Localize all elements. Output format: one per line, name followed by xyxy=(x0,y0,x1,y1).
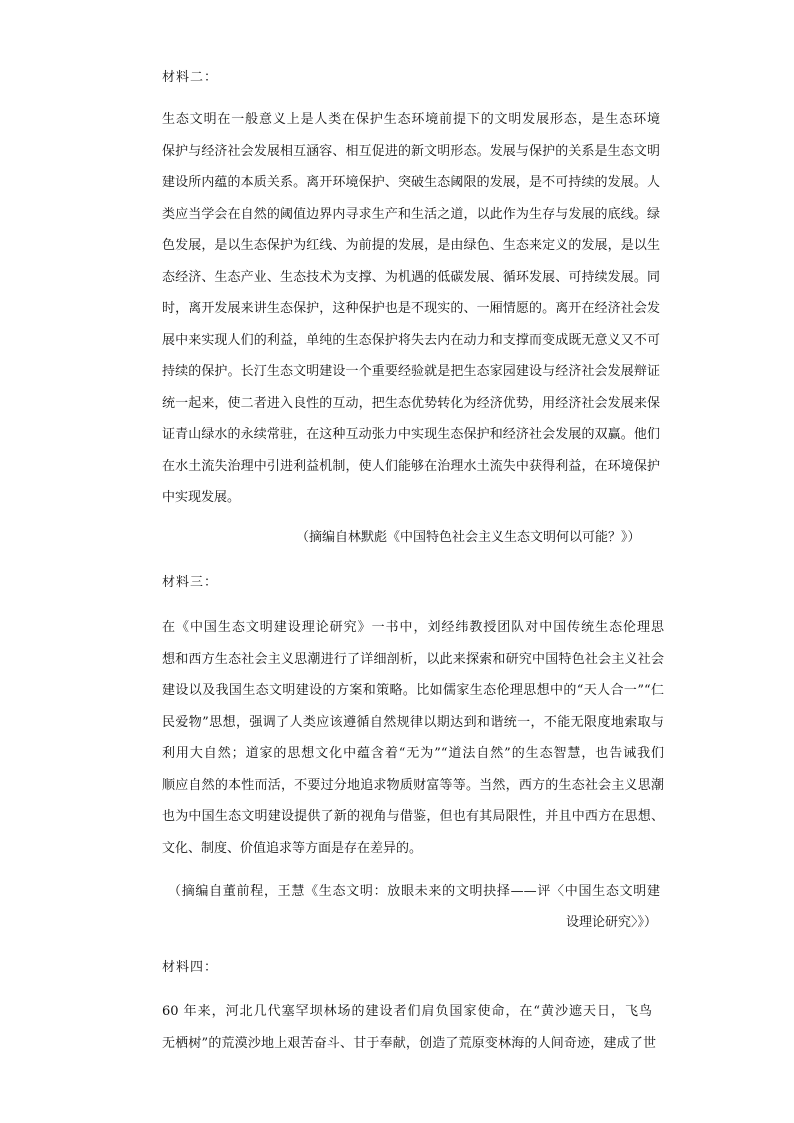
material3-line: 也为中国生态文明建设提供了新的视角与借鉴，但也有其局限性，并且中西方在思想、 xyxy=(162,809,664,824)
material2-line: 统一起来，使二者进入良性的互动，把生态优势转化为经济优势，用经济社会发展来保 xyxy=(162,395,660,411)
material4-line: 60 年来，河北几代塞罕坝林场的建设者们肩负国家使命，在“黄沙遮天日，飞鸟 xyxy=(162,1004,652,1019)
material4-heading: 材料四： xyxy=(162,960,219,975)
material2-line: 时，离开发展来讲生态保护，这种保护也是不现实的、一厢情愿的。离开在经济社会发 xyxy=(162,301,660,316)
material2-line: 证青山绿水的永续常驻，在这种互动张力中实现生态保护和经济社会发展的双赢。他们 xyxy=(162,427,660,442)
material2-line: 中实现发展。 xyxy=(162,490,241,505)
material2-paragraph xyxy=(162,104,660,514)
material3-line: 顺应自然的本性而活，不要过分地追求物质财富等等。当然，西方的生态社会主义思潮 xyxy=(162,777,664,793)
material2-line: 生态文明在一般意义上是人类在保护生态环境前提下的文明发展形态，是生态环境 xyxy=(162,112,660,127)
material2-line: 类应当学会在自然的阈值边界内寻求生产和生活之道，以此作为生存与发展的底线。绿 xyxy=(162,206,660,222)
material2-heading: 材料二： xyxy=(162,70,219,85)
material3-line: 文化、制度、价值追求等方面是存在差异的。 xyxy=(162,840,423,856)
material3-line: 在《中国生态文明建设理论研究》一书中，刘经纬教授团队对中国传统生态伦理思 xyxy=(162,620,664,635)
material3-source-line2: 设理论研究〉》） xyxy=(565,915,657,930)
material2-line: 色发展，是以生态保护为红线、为前提的发展，是由绿色、生态来定义的发展，是以生 xyxy=(162,238,660,253)
material3-source-line1: （摘编自董前程，王慧《生态文明：放眼未来的文明抉择——评〈中国生态文明建 xyxy=(168,884,660,899)
material2-line: 态经济、生态产业、生态技术为支撑、为机遇的低碳发展、循环发展、可持续发展。同 xyxy=(162,269,660,285)
material2-line: 持续的保护。长汀生态文明建设一个重要经验就是把生态家园建设与经济社会发展辩证 xyxy=(162,364,660,379)
material2-line: 展中来实现人们的利益，单纯的生态保护将失去内在动力和支撑而变成既无意义又不可 xyxy=(162,332,660,348)
material3-line: 民爱物”思想，强调了人类应该遵循自然规律以期达到和谐统一，不能无限度地索取与 xyxy=(162,714,664,730)
material2-source: （摘编自林默彪《中国特色社会主义生态文明何以可能？》） xyxy=(296,530,641,545)
material4-line: 无栖树”的荒漠沙地上艰苦奋斗、甘于奉献，创造了荒原变林海的人间奇迹，建成了世 xyxy=(162,1035,656,1051)
material3-line: 想和西方生态社会主义思潮进行了详细剖析，以此来探索和研究中国特色社会主义社会 xyxy=(162,651,664,667)
material4-paragraph xyxy=(162,996,656,1059)
material3-line: 利用大自然；道家的思想文化中蕴含着“无为”“道法自然”的生态智慧，也告诫我们 xyxy=(162,746,664,761)
material3-paragraph xyxy=(162,612,664,864)
material3-heading: 材料三： xyxy=(162,575,219,590)
material2-line: 保护与经济社会发展相互涵容、相互促进的新文明形态。发展与保护的关系是生态文明 xyxy=(162,143,660,159)
material3-line: 建设以及我国生态文明建设的方案和策略。比如儒家生态伦理思想中的“天人合一”“仁 xyxy=(162,683,664,698)
material2-line: 建设所内蕴的本质关系。离开环境保护、突破生态阈限的发展，是不可持续的发展。人 xyxy=(162,175,660,190)
material2-line: 在水土流失治理中引进利益机制，使人们能够在治理水土流失中获得利益，在环境保护 xyxy=(162,458,660,474)
